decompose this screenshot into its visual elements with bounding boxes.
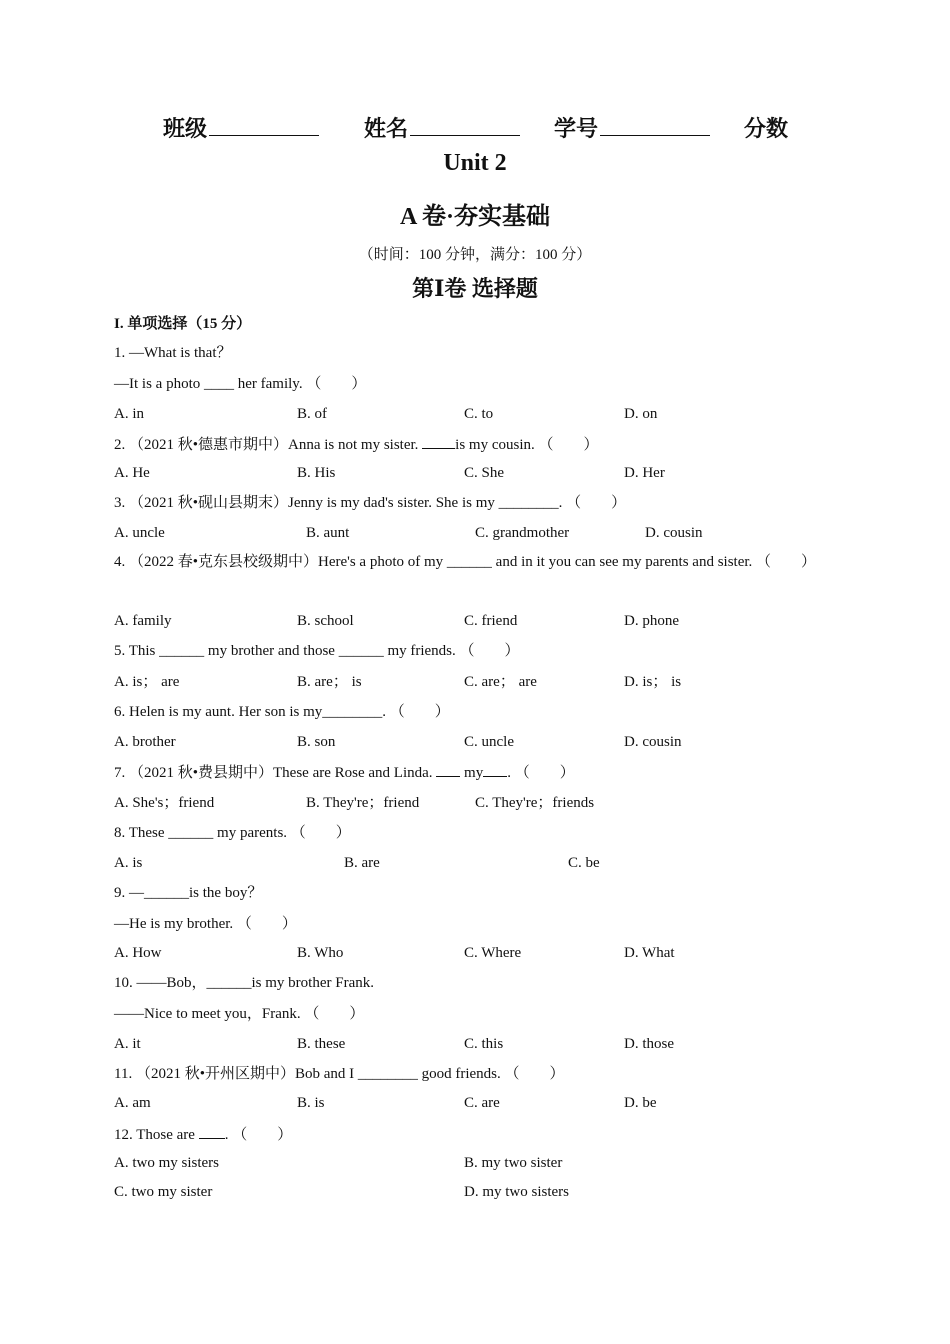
answer-option[interactable]: D. phone [624,613,679,629]
question-stem: ——Nice to meet you，Frank. （ ） [114,1006,365,1022]
answer-option[interactable]: C. be [568,855,600,871]
answer-option[interactable]: C. Where [464,945,522,961]
answer-option[interactable]: C. two my sister [114,1184,213,1200]
answer-blank [199,1124,225,1139]
stem-text: . （ ） [224,1127,293,1143]
answer-option[interactable]: B. They're；friend [306,795,420,811]
question-stem: 8. These ______ my parents. （ ） [114,825,351,841]
answer-option[interactable]: D. those [624,1036,674,1052]
answer-option[interactable]: A. it [114,1036,141,1052]
answer-option[interactable]: A. two my sisters [114,1155,219,1171]
question-stem: 11. （2021 秋•开州区期中）Bob and I ________ good friends. （ ） [114,1066,565,1082]
answer-blank [483,762,507,777]
question-stem [114,762,575,783]
answer-option[interactable]: D. is； is [624,674,682,690]
student-id-blank[interactable] [600,113,710,136]
question-stem: 6. Helen is my aunt. Her son is my________. （ ） [114,704,450,720]
answer-option[interactable]: B. are； is [297,674,362,690]
stem-text: 2. （2021 秋•德惠市期中）Anna is not my sister. [114,437,423,453]
paper-title: A 卷·夯实基础 [399,204,550,230]
section-title: 第Ⅰ卷 选择题 [412,276,538,301]
score-field [744,112,788,143]
answer-option[interactable]: D. Her [624,465,665,481]
answer-option[interactable]: B. aunt [306,525,350,541]
question-stem: 9. —______is the boy？ [114,885,263,901]
time-note: （时间：100 分钟，满分：100 分） [358,247,592,263]
stem-text: 7. （2021 秋•费县期中）These are Rose and Linda. [114,765,437,781]
answer-option[interactable]: D. be [624,1095,657,1111]
stem-text: 12. Those are [114,1127,199,1143]
answer-option[interactable]: C. grandmother [475,525,570,541]
name-field[interactable] [364,112,520,143]
answer-option[interactable]: C. to [464,406,494,422]
answer-option[interactable]: B. Who [297,945,344,961]
answer-option[interactable]: D. on [624,406,658,422]
question-stem: —He is my brother. （ ） [114,916,297,932]
unit-title: Unit 2 [443,150,507,176]
name-label: 姓名 [364,116,409,141]
answer-option[interactable]: C. are [464,1095,500,1111]
answer-option[interactable]: A. am [114,1095,151,1111]
answer-option[interactable]: B. my two sister [464,1155,563,1171]
score-label: 分数 [744,116,789,141]
answer-option[interactable]: A. brother [114,734,176,750]
student-id-label: 学号 [554,116,599,141]
answer-option[interactable]: B. of [297,406,327,422]
answer-option[interactable]: A. is [114,855,143,871]
answer-option[interactable]: A. in [114,406,144,422]
answer-option[interactable]: A. is； are [114,674,180,690]
question-stem: —It is a photo ____ her family. （ ） [114,376,367,392]
question-stem: 4. （2022 春•克东县校级期中）Here's a photo of my ______ and in it you can see my parents and sister. （ ） [114,554,817,570]
question-stem: 3. （2021 秋•砚山县期末）Jenny is my dad's sister. She is my ________. （ ） [114,495,627,511]
answer-option[interactable]: B. are [344,855,380,871]
question-stem: 1. —What is that？ [114,345,232,361]
question-stem: 5. This ______ my brother and those ______ my friends. （ ） [114,643,520,659]
answer-option[interactable]: B. son [297,734,336,750]
answer-option[interactable]: D. cousin [645,525,703,541]
answer-option[interactable]: C. They're；friends [475,795,595,811]
stem-text: my [460,765,484,781]
answer-blank [436,762,460,777]
answer-option[interactable]: A. family [114,613,172,629]
stem-text: . （ ） [507,765,575,781]
answer-option[interactable]: D. cousin [624,734,682,750]
answer-option[interactable]: B. these [297,1036,346,1052]
answer-option[interactable]: C. are； are [464,674,537,690]
answer-option[interactable]: A. She's；friend [114,795,215,811]
question-stem: 10. ——Bob，______is my brother Frank. [114,975,374,991]
answer-option[interactable]: C. uncle [464,734,514,750]
answer-option[interactable]: D. What [624,945,675,961]
answer-blank [422,434,455,449]
answer-option[interactable]: B. is [297,1095,325,1111]
student-info-header [0,112,950,144]
name-blank[interactable] [410,113,520,136]
question-stem [114,1124,292,1145]
answer-option[interactable]: A. uncle [114,525,165,541]
answer-option[interactable]: C. She [464,465,505,481]
answer-option[interactable]: A. How [114,945,162,961]
stem-text: is my cousin. （ ） [455,437,599,453]
answer-option[interactable]: B. His [297,465,336,481]
class-blank[interactable] [209,113,319,136]
class-label: 班级 [163,116,208,141]
answer-option[interactable]: A. He [114,465,150,481]
question-stem [114,434,599,455]
class-field[interactable] [163,112,319,143]
section-heading: I. 单项选择（15 分） [114,316,252,332]
answer-option[interactable]: D. my two sisters [464,1184,569,1200]
answer-option[interactable]: C. this [464,1036,504,1052]
answer-option[interactable]: C. friend [464,613,518,629]
answer-option[interactable]: B. school [297,613,354,629]
student-id-field[interactable] [554,112,710,143]
